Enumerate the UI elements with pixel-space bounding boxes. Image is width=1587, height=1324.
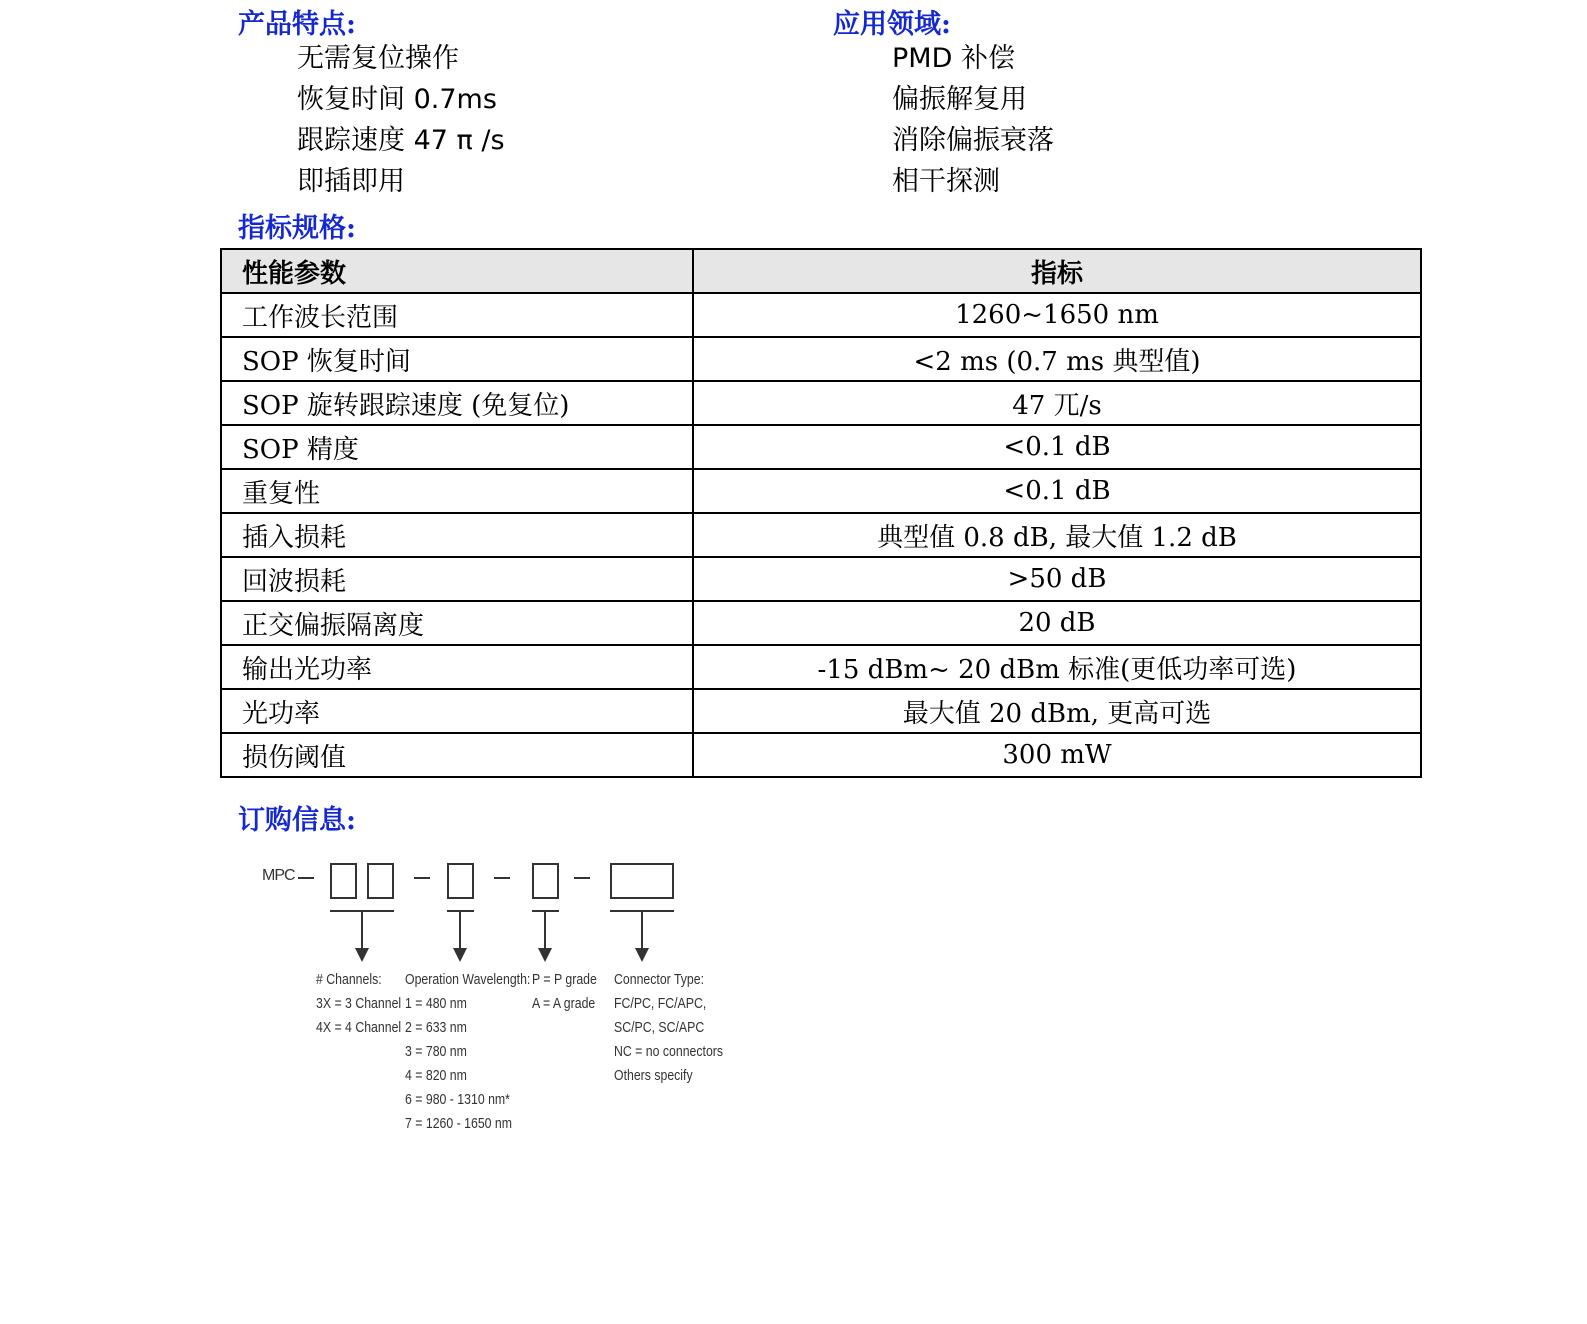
application-item: 偏振解复用 <box>892 84 1027 115</box>
application-item: 相干探测 <box>892 166 1000 197</box>
application-item: PMD 补偿 <box>892 43 1015 74</box>
arrow-line <box>361 912 363 950</box>
applications-list <box>892 38 1054 202</box>
feature-item: 恢复时间 0.7ms <box>297 84 497 115</box>
arrow-line <box>544 912 546 950</box>
table-row <box>221 469 1421 513</box>
spec-cell: 1260~1650 nm <box>693 293 1421 337</box>
features-heading: 产品特点: <box>238 9 356 40</box>
param-cell: 工作波长范围 <box>221 293 693 337</box>
grade-legend <box>532 968 597 1016</box>
spec-cell: 300 mW <box>693 733 1421 777</box>
separator-dash <box>574 877 590 879</box>
legend-line: 6 = 980 - 1310 nm* <box>405 1091 510 1108</box>
feature-item: 跟踪速度 47 π /s <box>297 125 505 156</box>
channels-legend <box>316 968 401 1040</box>
arrow-down-icon <box>355 948 369 962</box>
legend-line: 4X = 4 Channel <box>316 1019 402 1036</box>
spec-column-header: 指标 <box>693 249 1421 293</box>
param-cell: 光功率 <box>221 689 693 733</box>
param-cell: 输出光功率 <box>221 645 693 689</box>
legend-line: SC/PC, SC/APC <box>614 1019 705 1036</box>
legend-line: A = A grade <box>532 995 596 1012</box>
legend-line: 7 = 1260 - 1650 nm <box>405 1115 513 1132</box>
legend-line: P = P grade <box>532 971 597 988</box>
application-item: 消除偏振衰落 <box>892 125 1054 156</box>
param-cell: SOP 精度 <box>221 425 693 469</box>
wavelength-box <box>447 863 474 899</box>
arrow-down-icon <box>538 948 552 962</box>
table-row <box>221 381 1421 425</box>
arrow-down-icon <box>635 948 649 962</box>
arrow-line <box>459 912 461 950</box>
param-cell: 插入损耗 <box>221 513 693 557</box>
legend-line: 2 = 633 nm <box>405 1019 467 1036</box>
grade-box <box>532 863 559 899</box>
param-cell: 重复性 <box>221 469 693 513</box>
feature-item: 无需复位操作 <box>297 43 459 74</box>
arrow-down-icon <box>453 948 467 962</box>
spec-cell: 47 兀/s <box>693 381 1421 425</box>
separator-dash <box>494 877 510 879</box>
legend-line: Connector Type: <box>614 971 705 988</box>
table-row <box>221 513 1421 557</box>
table-row <box>221 425 1421 469</box>
legend-line: 4 = 820 nm <box>405 1067 467 1084</box>
ordering-heading: 订购信息: <box>238 805 356 836</box>
spec-cell: 最大值 20 dBm, 更高可选 <box>693 689 1421 733</box>
table-row <box>221 645 1421 689</box>
spec-cell: <0.1 dB <box>693 425 1421 469</box>
arrow-line <box>641 912 643 950</box>
legend-line: 3X = 3 Channel <box>316 995 402 1012</box>
legend-line: Others specify <box>614 1067 693 1084</box>
legend-line: # Channels: <box>316 971 382 988</box>
spec-cell: -15 dBm~ 20 dBm 标准(更低功率可选) <box>693 645 1421 689</box>
table-row <box>221 601 1421 645</box>
spec-cell: >50 dB <box>693 557 1421 601</box>
legend-line: 3 = 780 nm <box>405 1043 467 1060</box>
table-row <box>221 689 1421 733</box>
legend-line: 1 = 480 nm <box>405 995 467 1012</box>
legend-line: Operation Wavelength: <box>405 971 531 988</box>
features-list <box>297 38 505 202</box>
spec-cell: 20 dB <box>693 601 1421 645</box>
table-row <box>221 293 1421 337</box>
spec-table <box>220 248 1422 778</box>
param-cell: 正交偏振隔离度 <box>221 601 693 645</box>
param-column-header: 性能参数 <box>221 249 693 293</box>
spec-table-header <box>221 249 1421 293</box>
applications-heading: 应用领域: <box>833 9 951 40</box>
spec-cell: 典型值 0.8 dB, 最大值 1.2 dB <box>693 513 1421 557</box>
separator-dash <box>414 877 430 879</box>
separator-dash <box>298 877 314 879</box>
table-row <box>221 337 1421 381</box>
legend-line: FC/PC, FC/APC, <box>614 995 707 1012</box>
param-cell: SOP 恢复时间 <box>221 337 693 381</box>
connector-legend <box>614 968 723 1088</box>
channel-digit-box <box>367 863 394 899</box>
specs-heading: 指标规格: <box>238 213 356 244</box>
part-number-diagram <box>262 845 742 1145</box>
legend-line: NC = no connectors <box>614 1043 724 1060</box>
param-cell: 损伤阈值 <box>221 733 693 777</box>
table-row <box>221 557 1421 601</box>
channel-digit-box <box>330 863 357 899</box>
param-cell: 回波损耗 <box>221 557 693 601</box>
part-prefix: MPC <box>262 867 295 884</box>
spec-cell: <0.1 dB <box>693 469 1421 513</box>
param-cell: SOP 旋转跟踪速度 (免复位) <box>221 381 693 425</box>
feature-item: 即插即用 <box>297 166 405 197</box>
table-row <box>221 733 1421 777</box>
wavelength-legend <box>405 968 530 1136</box>
spec-cell: <2 ms (0.7 ms 典型值) <box>693 337 1421 381</box>
connector-box <box>610 863 674 899</box>
